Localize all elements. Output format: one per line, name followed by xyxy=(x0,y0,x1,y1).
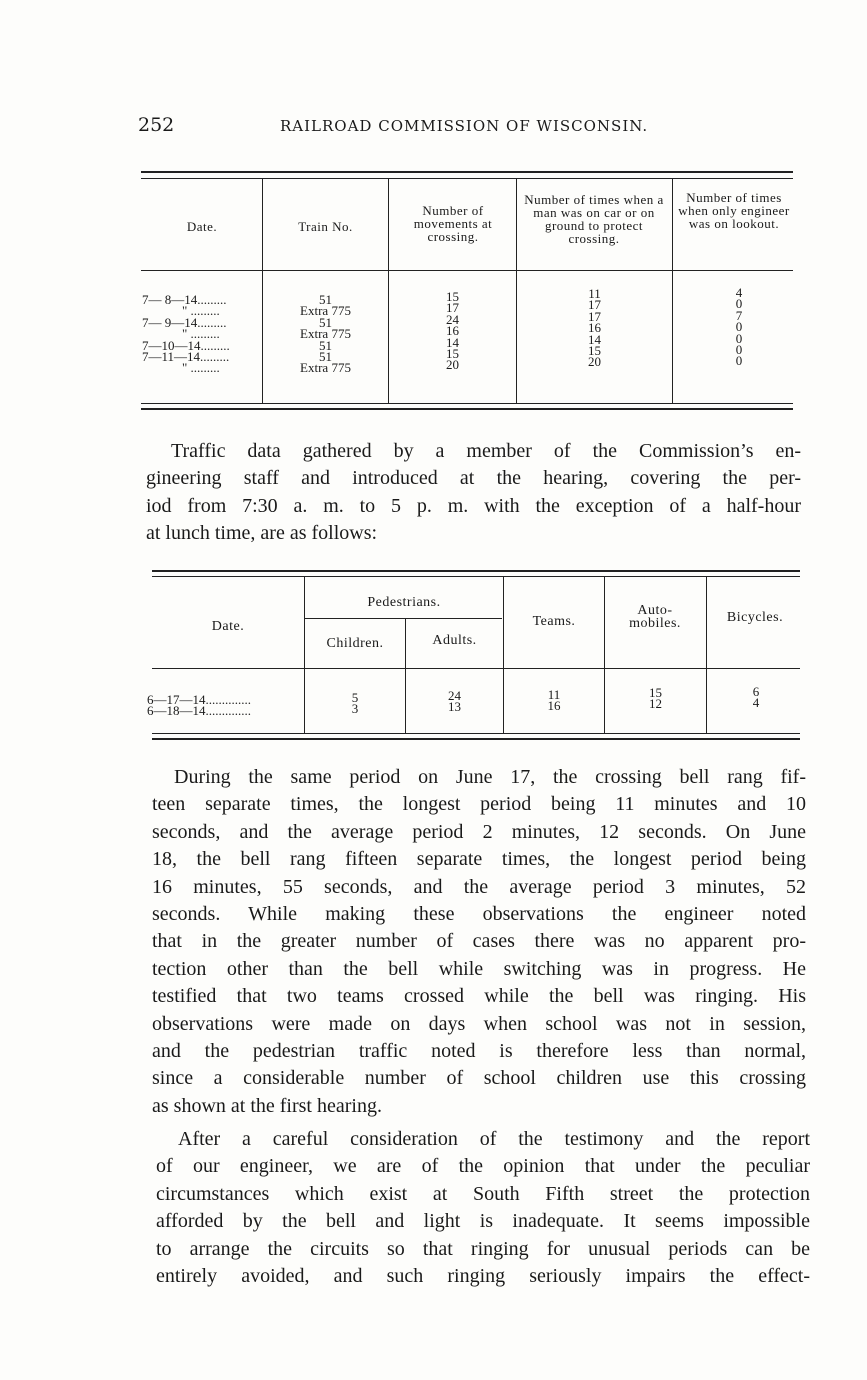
header-lookout: Number of times when only engineer was on lookout. xyxy=(678,190,790,231)
text-line: as shown at the first hearing. xyxy=(152,1094,382,1117)
text-line: of our engineer, we are of the opinion that under the peculiar xyxy=(156,1155,810,1178)
table-cell-movements: 24 xyxy=(446,311,459,327)
header-teams: Teams. xyxy=(532,614,576,629)
table-cell-date: " ......... xyxy=(182,360,220,376)
header-automobiles: Auto-mobiles. xyxy=(629,603,681,631)
table-cell-man: 20 xyxy=(588,354,601,370)
table-cell-movements: 15 xyxy=(446,289,459,304)
table-cell-train: Extra 775 xyxy=(300,360,351,376)
table-cell-date: 6—18—14.............. xyxy=(147,703,251,719)
table-cell-train: 51 xyxy=(319,337,332,353)
table1-man-column xyxy=(517,288,672,368)
table-cell-lookout: 0 xyxy=(735,353,743,369)
table-cell-teams: 16 xyxy=(547,698,561,714)
table1-date-column xyxy=(142,294,260,374)
running-head: RAILROAD COMMISSION OF WISCONSIN. xyxy=(280,117,649,135)
text-line: since a considerable number of school children use this crossing xyxy=(152,1067,806,1090)
text-line: at lunch time, are as follows: xyxy=(146,522,378,545)
text-line: iod from 7:30 a. m. to 5 p. m. with the exception of a half-hour xyxy=(146,494,801,517)
table-cell-train: Extra 775 xyxy=(300,326,351,342)
table-cell-lookout: 4 xyxy=(735,285,743,300)
table-cell-bicycles: 6 xyxy=(752,684,760,699)
text-line: observations were made on days when school was not in session, xyxy=(152,1012,806,1035)
table-cell-movements: 16 xyxy=(446,323,459,339)
table-cell-bicycles: 4 xyxy=(752,695,760,711)
header-train-no: Train No. xyxy=(298,219,353,234)
table1-lookout-column xyxy=(673,287,805,367)
text-line: 18, the bell rang fifteen separate times, the longest period being xyxy=(152,848,806,871)
table2-automobiles-column xyxy=(605,687,706,710)
table-cell-man: 17 xyxy=(588,297,601,313)
table-cell-date: " ......... xyxy=(182,326,220,342)
table2-date-column xyxy=(147,694,304,717)
table-cell-movements: 14 xyxy=(446,334,459,350)
text-line: seconds, and the average period 2 minutes, 12 seconds. On June xyxy=(152,820,806,843)
table-cell-children: 5 xyxy=(351,690,359,705)
text-line: During the same period on June 17, the crossing bell rang fif- xyxy=(174,766,806,788)
table-cell-lookout: 0 xyxy=(735,330,743,346)
table2-teams-column xyxy=(504,689,604,712)
table-cell-man: 15 xyxy=(588,342,601,358)
table-cell-date: 7—11—14......... xyxy=(142,348,230,364)
paragraph-traffic-intro xyxy=(146,438,801,548)
table-cell-automobiles: 15 xyxy=(649,685,662,700)
table-cell-teams: 11 xyxy=(547,687,561,702)
text-line: to arrange the circuits so that ringing for unusual periods can be xyxy=(156,1237,810,1260)
header-children: Children. xyxy=(326,636,384,651)
table-cell-date: 7— 9—14......... xyxy=(142,314,227,330)
table-cell-date: " ......... xyxy=(182,303,220,319)
paragraph-bell-observations xyxy=(152,764,806,1120)
text-line: that in the greater number of cases there was no apparent pro- xyxy=(152,930,806,953)
text-line: afforded by the bell and light is inadequate. It seems impossible xyxy=(156,1210,810,1233)
table2-bicycles-column xyxy=(707,686,805,709)
table2-children-column xyxy=(305,692,405,715)
table-cell-train: 51 xyxy=(319,314,332,330)
header-pedestrians: Pedestrians. xyxy=(367,595,441,610)
header-bicycles: Bicycles. xyxy=(726,610,784,625)
page-number: 252 xyxy=(138,114,175,136)
table-cell-lookout: 0 xyxy=(735,341,743,357)
table-cell-train: 51 xyxy=(319,292,332,307)
table-cell-adults: 13 xyxy=(448,699,461,715)
table-cell-train: Extra 775 xyxy=(300,303,351,319)
table-cell-movements: 20 xyxy=(446,357,459,373)
table-cell-man: 16 xyxy=(588,320,601,336)
paragraph-conclusion xyxy=(156,1126,810,1290)
text-line: After a careful consideration of the testimony and the report xyxy=(178,1128,810,1150)
table1-movements-column xyxy=(389,291,516,371)
table-cell-lookout: 0 xyxy=(735,319,743,335)
text-line: teen separate times, the longest period being 11 minutes and 10 xyxy=(152,793,806,816)
text-line: tection other than the bell while switching was in progress. He xyxy=(152,957,806,980)
table-cell-man: 14 xyxy=(588,331,601,347)
table1-train-column xyxy=(263,294,388,374)
table-cell-adults: 24 xyxy=(448,688,461,703)
table-cell-date: 7—10—14......... xyxy=(142,337,230,353)
table-cell-date: 7— 8—14......... xyxy=(142,292,227,307)
table-cell-man: 11 xyxy=(588,286,601,301)
header-date: Date. xyxy=(186,219,218,234)
header-date: Date. xyxy=(211,619,245,634)
table-cell-automobiles: 12 xyxy=(649,696,662,712)
text-line: and the pedestrian traffic noted is therefore less than normal, xyxy=(152,1039,806,1062)
text-line: testified that two teams crossed while the bell was ringing. His xyxy=(152,985,806,1008)
header-movements: Number of movements at crossing. xyxy=(413,203,493,244)
text-line: 16 minutes, 55 seconds, and the average period 3 minutes, 52 xyxy=(152,875,806,898)
header-adults: Adults. xyxy=(432,633,477,648)
text-line: seconds. While making these observations the engineer noted xyxy=(152,902,806,925)
text-line: entirely avoided, and such ringing seriously impairs the effect- xyxy=(156,1264,810,1287)
text-line: gineering staff and introduced at the hearing, covering the per- xyxy=(146,467,801,490)
table-cell-children: 3 xyxy=(351,701,359,717)
table-cell-movements: 17 xyxy=(446,300,459,316)
table-cell-movements: 15 xyxy=(446,345,459,361)
table-cell-lookout: 0 xyxy=(735,296,743,312)
table-cell-lookout: 7 xyxy=(735,307,743,323)
page-header xyxy=(138,114,798,140)
text-line: circumstances which exist at South Fifth street the protection xyxy=(156,1182,810,1205)
table-cell-man: 17 xyxy=(588,308,601,324)
header-man-protect: Number of times when a man was on car or on ground to protect crossing. xyxy=(524,192,664,246)
text-line: Traffic data gathered by a member of the Commission’s en- xyxy=(171,440,801,462)
table2-adults-column xyxy=(406,690,503,713)
table-cell-date: 6—17—14.............. xyxy=(147,692,251,707)
table-cell-train: 51 xyxy=(319,348,332,364)
